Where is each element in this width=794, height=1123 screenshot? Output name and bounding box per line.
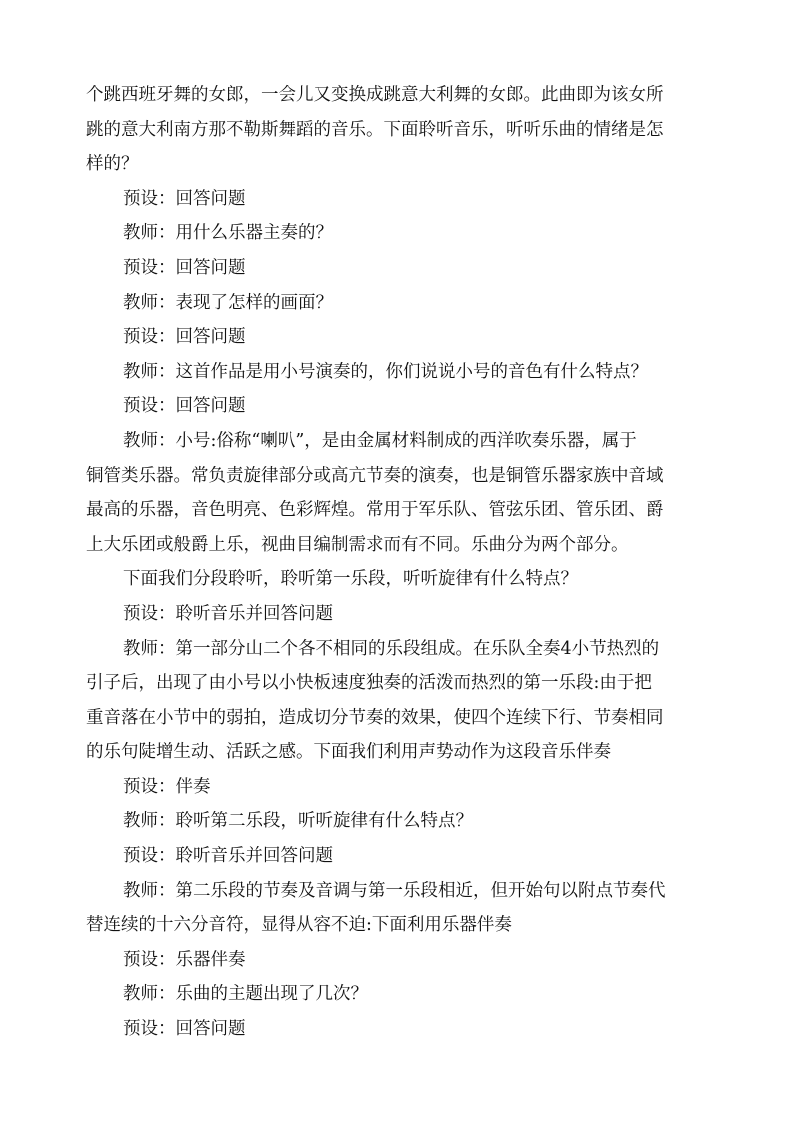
text-line: 教师：表现了怎样的画面？: [123, 292, 333, 313]
text-line: 教师：这首作品是用小号演奏的，你们说说小号的音色有什么特点？: [123, 361, 648, 382]
text-line: 预设：乐器伴奏: [123, 949, 246, 970]
text-line: 个跳西班牙舞的女郎，一会儿又变换成跳意大利舞的女郎。此曲即为该女所: [86, 85, 664, 105]
text-line: 教师：用什么乐器主奏的？: [123, 223, 333, 244]
text-line: 跳的意大利南方那不勒斯舞蹈的音乐。下面聆听音乐，听听乐曲的情绪是怎: [86, 119, 664, 140]
text-line: 预设：回答问题: [123, 396, 246, 417]
text-line: 预设：回答问题: [123, 1019, 246, 1040]
text-line: 样的？: [86, 154, 139, 175]
text-line: 教师：聆听第二乐段，听听旋律有什么特点？: [123, 811, 473, 832]
text-line: 预设：伴奏: [123, 776, 211, 797]
text-line: 教师：第二乐段的节奏及音调与第一乐段相近，但开始句以附点节奏代: [123, 880, 666, 901]
text-line: 引子后，出现了由小号以小快板速度独奏的活泼而热烈的第一乐段:由于把: [86, 673, 652, 694]
text-line: 教师：第一部分山二个各不相同的乐段组成。在乐队全奏4小节热烈的: [123, 638, 660, 659]
text-line: 的乐句陡增生动、活跃之感。下面我们利用声势动作为这段音乐伴奏: [86, 742, 611, 763]
text-line: 预设：聆听音乐并回答问题: [123, 846, 333, 867]
text-line: 重音落在小节中的弱拍，造成切分节奏的效果，使四个连续下行、节奏相同: [86, 707, 664, 728]
text-line: 教师：乐曲的主题出现了几次？: [123, 984, 368, 1005]
text-line: 预设：聆听音乐并回答问题: [123, 603, 333, 624]
text-line: 下面我们分段聆听，聆听第一乐段，听听旋律有什么特点？: [123, 569, 578, 590]
text-line: 预设：回答问题: [123, 188, 246, 209]
text-line: 教师：小号:俗称“喇叭”，是由金属材料制成的西洋吹奏乐器，属于: [123, 430, 637, 451]
text-line: 预设：回答问题: [123, 327, 246, 348]
text-line: 最高的乐器，音色明亮、色彩辉煌。常用于军乐队、管弦乐团、管乐团、爵: [86, 500, 664, 521]
text-line: 铜管类乐器。常负责旋律部分或高亢节奏的演奏，也是铜管乐器家族中音域: [86, 465, 664, 486]
text-line: 预设：回答问题: [123, 257, 246, 278]
text-line: 上大乐团或般爵上乐，视曲目编制需求而有不同。乐曲分为两个部分。: [86, 534, 629, 555]
text-line: 替连续的十六分音符，显得从容不迫:下面利用乐器伴奏: [86, 915, 512, 936]
